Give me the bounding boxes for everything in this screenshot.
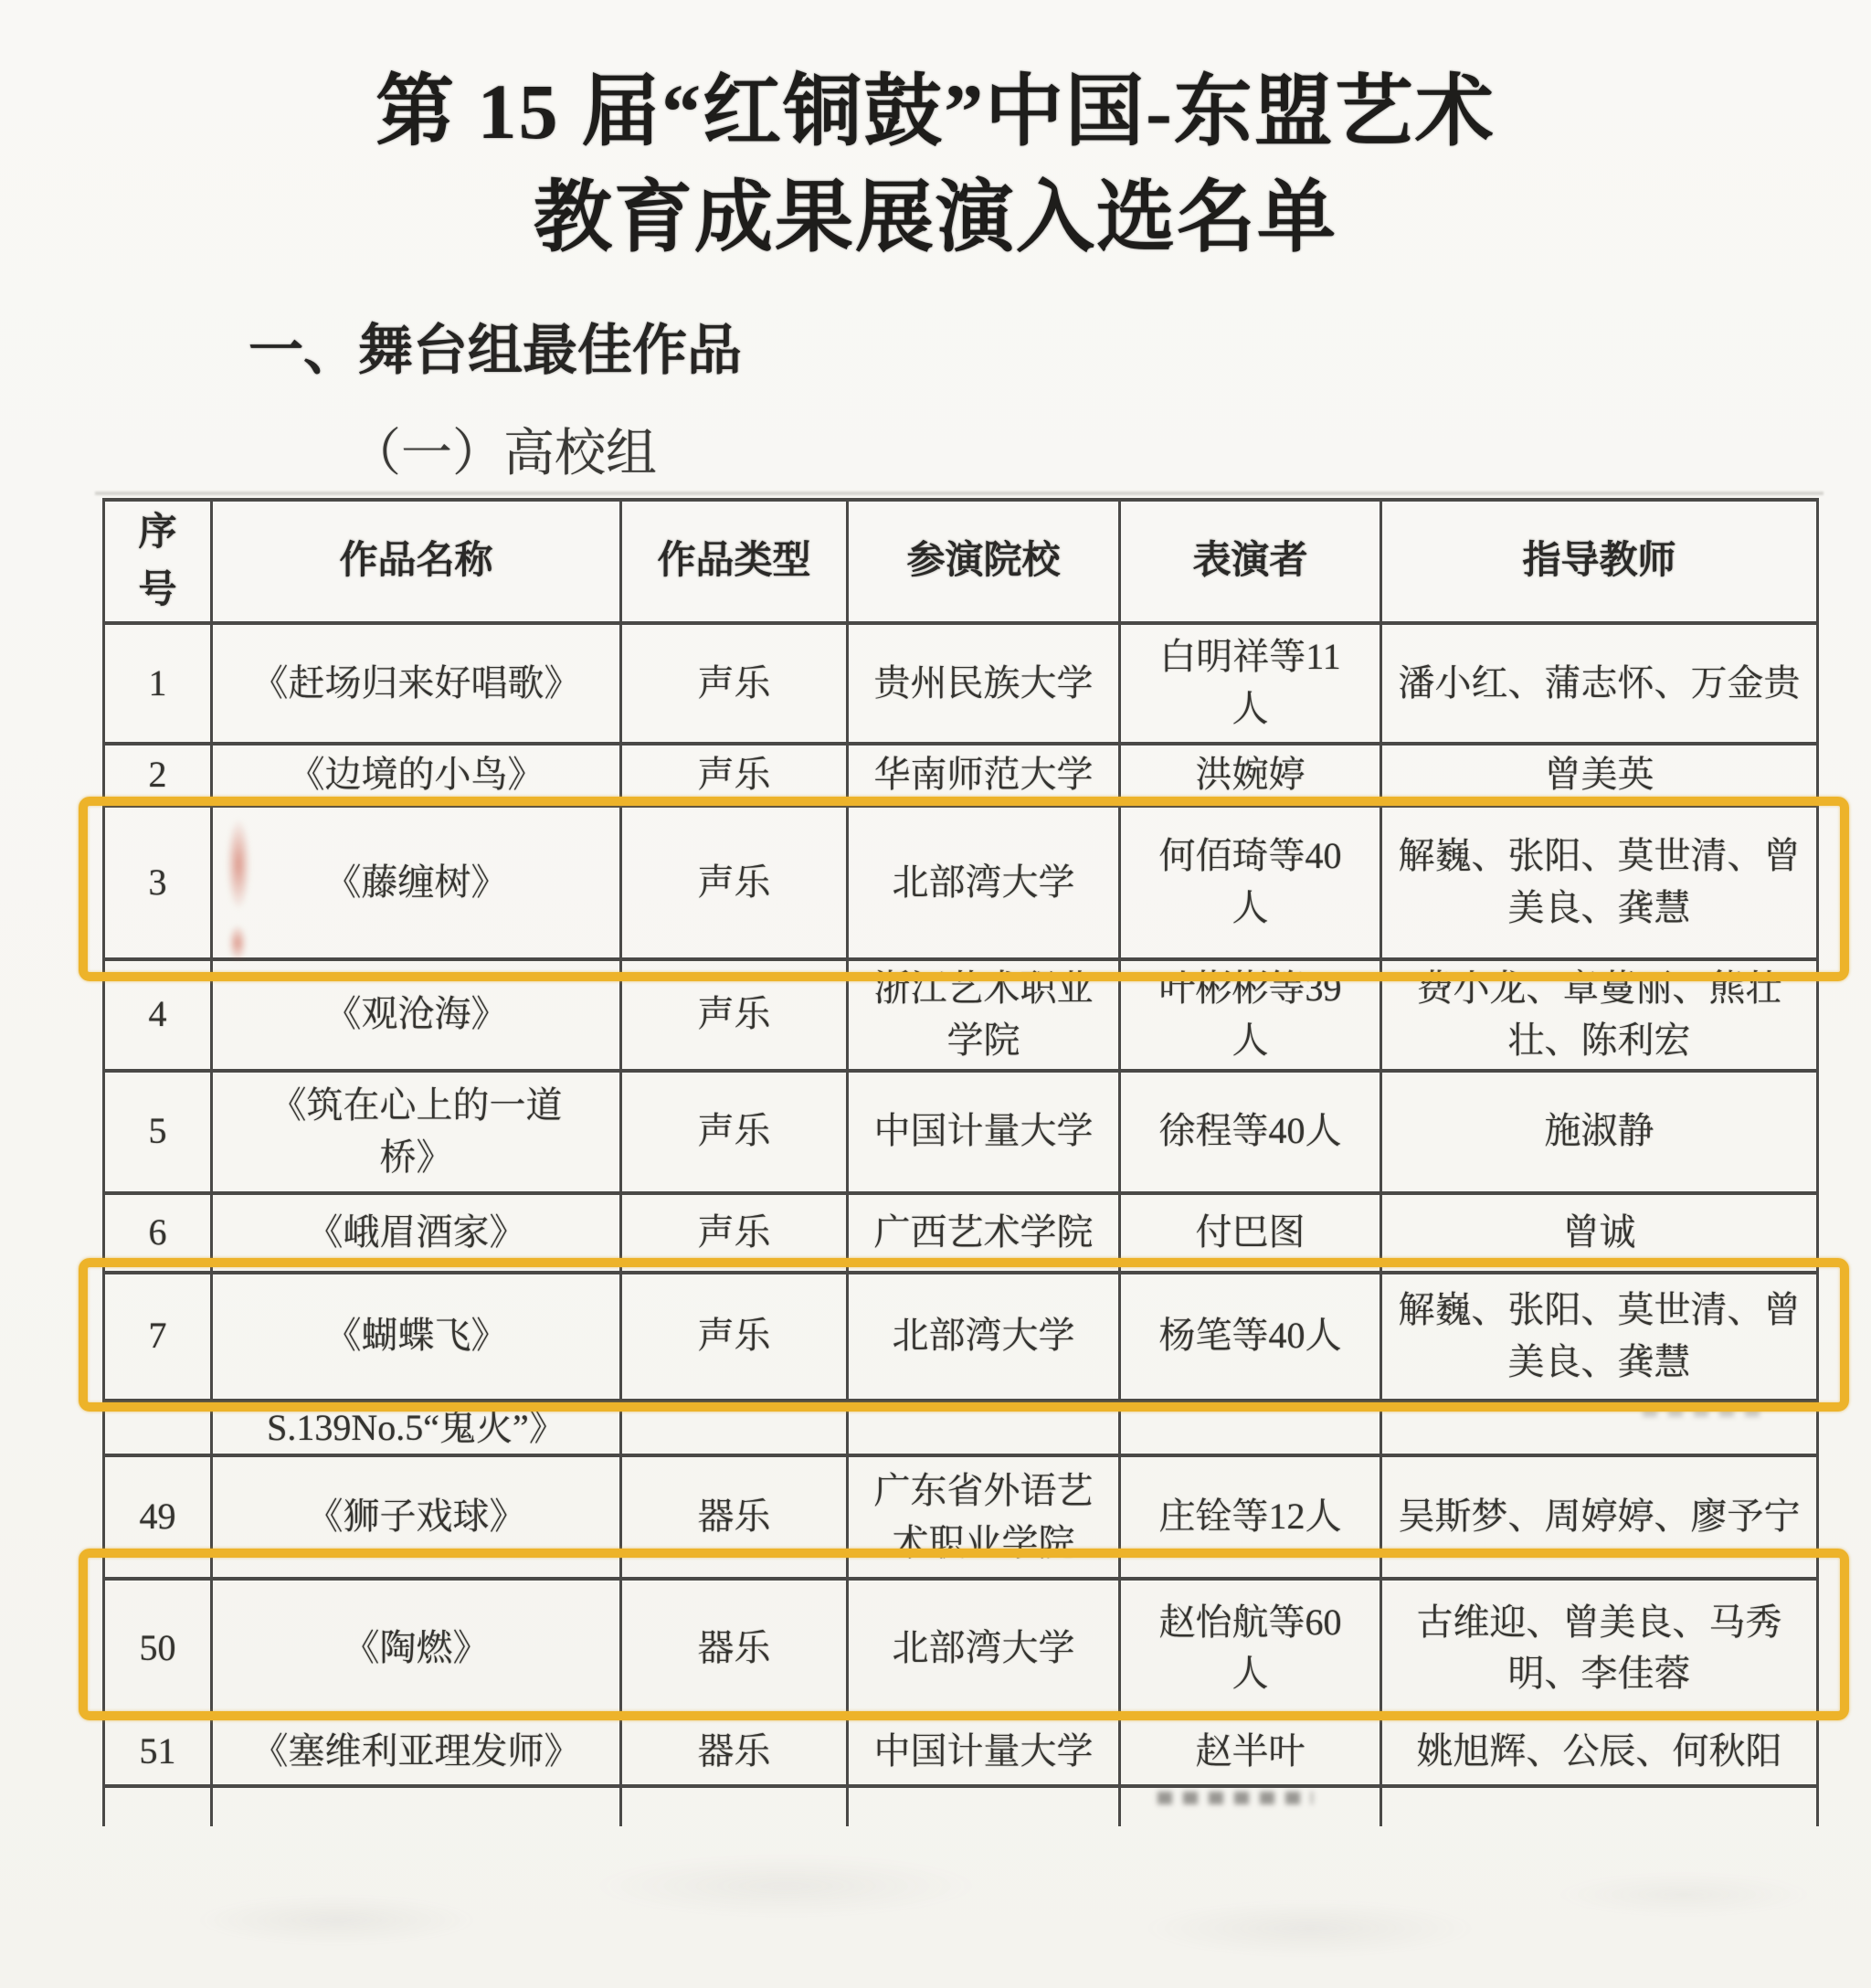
table-header-row bbox=[104, 500, 1818, 623]
cell-title: 《藤缠树》 bbox=[212, 806, 621, 959]
column-header-performers: 表演者 bbox=[1120, 500, 1381, 623]
table-row-6 bbox=[104, 1193, 1818, 1273]
document-title bbox=[0, 58, 1871, 270]
results-table bbox=[102, 498, 1819, 1826]
title-line-2: 教育成果展演入选名单 bbox=[534, 174, 1337, 261]
cell-school: 北部湾大学 bbox=[848, 1273, 1120, 1401]
cell-type: 声乐 bbox=[621, 1071, 848, 1193]
cell-performers: 叶彬彬等39人 bbox=[1120, 959, 1381, 1071]
cell-school bbox=[848, 1786, 1120, 1826]
cell-school: 北部湾大学 bbox=[848, 806, 1120, 959]
red-ink-mark bbox=[227, 819, 250, 910]
cell-school bbox=[848, 1401, 1120, 1456]
cell-title: 《边境的小鸟》 bbox=[212, 744, 621, 806]
cell-school: 中国计量大学 bbox=[848, 1071, 1120, 1193]
cell-title: 《筑在心上的一道桥》 bbox=[212, 1071, 621, 1193]
cell-index: 51 bbox=[104, 1718, 212, 1786]
cell-index bbox=[104, 1401, 212, 1456]
cell-teachers: 费小龙、章蔓丽、熊壮壮、陈利宏 bbox=[1381, 959, 1818, 1071]
cell-teachers: 解巍、张阳、莫世清、曾美良、龚慧 bbox=[1381, 1273, 1818, 1401]
table-row-51 bbox=[104, 1718, 1818, 1786]
column-header-school: 参演院校 bbox=[848, 500, 1120, 623]
title-line-1: 第 15 届“红铜鼓”中国-东盟艺术 bbox=[375, 68, 1496, 155]
cell-school: 广东省外语艺术职业学院 bbox=[848, 1455, 1120, 1579]
column-header-title: 作品名称 bbox=[212, 500, 621, 623]
paper-noise bbox=[0, 1818, 1871, 1988]
section-heading: 一、舞台组最佳作品 bbox=[248, 321, 742, 381]
cell-teachers: 曾美英 bbox=[1381, 744, 1818, 806]
cell-performers: 付巴图 bbox=[1120, 1193, 1381, 1273]
cell-school: 北部湾大学 bbox=[848, 1579, 1120, 1718]
cell-type bbox=[621, 1401, 848, 1456]
cell-type: 声乐 bbox=[621, 623, 848, 744]
cell-teachers: 古维迎、曾美良、马秀明、李佳蓉 bbox=[1381, 1579, 1818, 1718]
table-row-3-highlighted bbox=[104, 806, 1818, 959]
column-header-index: 序号 bbox=[104, 500, 212, 623]
subsection-heading: （一）高校组 bbox=[350, 426, 657, 482]
cell-teachers: 施淑静 bbox=[1381, 1071, 1818, 1193]
cell-title: 《蝴蝶飞》 bbox=[212, 1273, 621, 1401]
cell-index: 4 bbox=[104, 959, 212, 1071]
cell-index: 49 bbox=[104, 1455, 212, 1579]
red-ink-mark bbox=[228, 925, 247, 961]
cell-teachers: 曾诚 bbox=[1381, 1193, 1818, 1273]
cell-teachers: 吴斯梦、周婷婷、廖予宁 bbox=[1381, 1455, 1818, 1579]
cell-index bbox=[104, 1786, 212, 1826]
cell-title: 《塞维利亚理发师》 bbox=[212, 1718, 621, 1786]
scan-smudge bbox=[1157, 1792, 1313, 1804]
cell-index: 3 bbox=[104, 806, 212, 959]
cell-type: 声乐 bbox=[621, 744, 848, 806]
cell-performers: 赵半叶 bbox=[1120, 1718, 1381, 1786]
cell-title: 《峨眉酒家》 bbox=[212, 1193, 621, 1273]
cell-teachers: 潘小红、蒲志怀、万金贵 bbox=[1381, 623, 1818, 744]
cell-index: 50 bbox=[104, 1579, 212, 1718]
table-row-50-highlighted bbox=[104, 1579, 1818, 1718]
cell-index: 6 bbox=[104, 1193, 212, 1273]
cell-title bbox=[212, 1786, 621, 1826]
table-row-partial-bottom bbox=[104, 1786, 1818, 1826]
scan-smudge bbox=[1643, 1406, 1761, 1417]
table-row-partial-top bbox=[104, 1401, 1818, 1456]
cell-performers: 白明祥等11人 bbox=[1120, 623, 1381, 744]
cell-school: 浙江艺术职业学院 bbox=[848, 959, 1120, 1071]
cell-performers: 庄铨等12人 bbox=[1120, 1455, 1381, 1579]
column-header-teachers: 指导教师 bbox=[1381, 500, 1818, 623]
cell-index: 5 bbox=[104, 1071, 212, 1193]
cell-index: 7 bbox=[104, 1273, 212, 1401]
cell-type: 声乐 bbox=[621, 1193, 848, 1273]
cell-type: 声乐 bbox=[621, 1273, 848, 1401]
table-row-1 bbox=[104, 623, 1818, 744]
cell-title: 《狮子戏球》 bbox=[212, 1455, 621, 1579]
cell-performers: 洪婉婷 bbox=[1120, 744, 1381, 806]
cell-teachers: 姚旭辉、公辰、何秋阳 bbox=[1381, 1718, 1818, 1786]
cell-performers: 徐程等40人 bbox=[1120, 1071, 1381, 1193]
cell-type: 声乐 bbox=[621, 806, 848, 959]
table-row-2 bbox=[104, 744, 1818, 806]
cell-title: 《陶燃》 bbox=[212, 1579, 621, 1718]
cell-title: 《赶场归来好唱歌》 bbox=[212, 623, 621, 744]
cell-school: 中国计量大学 bbox=[848, 1718, 1120, 1786]
cell-school: 华南师范大学 bbox=[848, 744, 1120, 806]
cell-type: 器乐 bbox=[621, 1455, 848, 1579]
cell-performers: 赵怡航等60人 bbox=[1120, 1579, 1381, 1718]
cell-school: 贵州民族大学 bbox=[848, 623, 1120, 744]
cell-school: 广西艺术学院 bbox=[848, 1193, 1120, 1273]
cell-index: 2 bbox=[104, 744, 212, 806]
cell-teachers bbox=[1381, 1401, 1818, 1456]
cell-title: 《观沧海》 bbox=[212, 959, 621, 1071]
cell-type: 器乐 bbox=[621, 1579, 848, 1718]
cell-performers bbox=[1120, 1786, 1381, 1826]
column-header-type: 作品类型 bbox=[621, 500, 848, 623]
cell-type bbox=[621, 1786, 848, 1826]
cell-performers: 何佰琦等40人 bbox=[1120, 806, 1381, 959]
cell-title: S.139No.5“鬼火”》 bbox=[212, 1401, 621, 1456]
table-row-7-highlighted bbox=[104, 1273, 1818, 1401]
cell-performers: 杨笔等40人 bbox=[1120, 1273, 1381, 1401]
cell-index: 1 bbox=[104, 623, 212, 744]
table-row-5 bbox=[104, 1071, 1818, 1193]
table-row-49 bbox=[104, 1455, 1818, 1579]
scan-artifact-line bbox=[95, 492, 1823, 495]
cell-teachers: 解巍、张阳、莫世清、曾美良、龚慧 bbox=[1381, 806, 1818, 959]
cell-performers bbox=[1120, 1401, 1381, 1456]
cell-type: 器乐 bbox=[621, 1718, 848, 1786]
cell-type: 声乐 bbox=[621, 959, 848, 1071]
cell-teachers bbox=[1381, 1786, 1818, 1826]
table-row-4 bbox=[104, 959, 1818, 1071]
